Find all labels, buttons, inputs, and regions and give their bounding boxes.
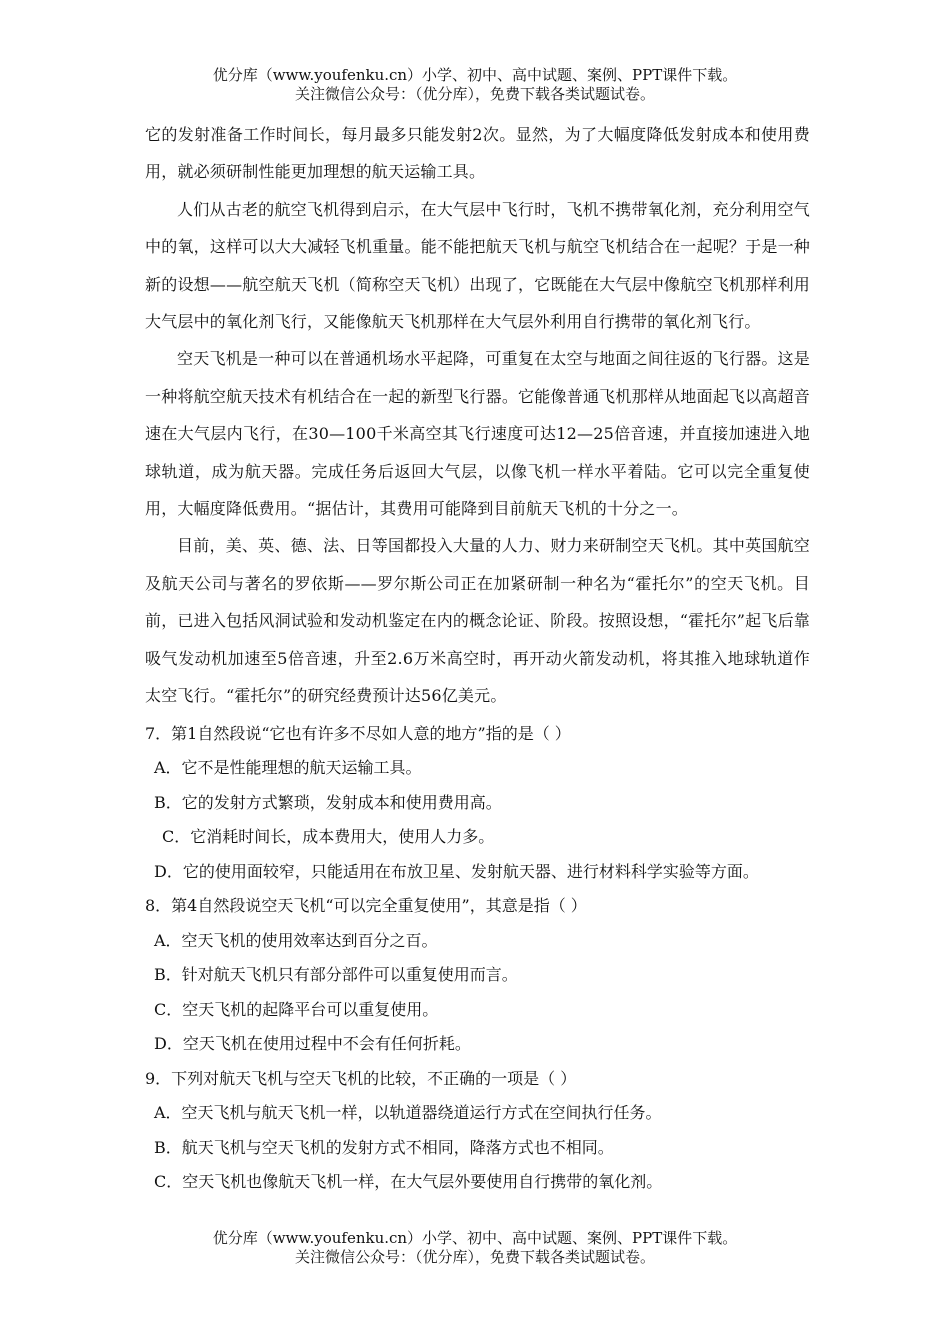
header-line-2: 关注微信公众号：（优分库），免费下载各类试题试卷。 xyxy=(294,85,655,103)
footer-line-1: 优分库（www.youfenku.cn）小学、初中、高中试题、案例、PPT课件下载。 xyxy=(212,1229,738,1247)
page-footer xyxy=(0,1229,950,1267)
question-7-option-a: A．它不是性能理想的航天运输工具。 xyxy=(154,758,422,777)
passage-paragraph: 人们从古老的航空飞机得到启示，在大气层中飞行时，飞机不携带氧化剂，充分利用空气中的氧，这样可以大大减轻飞机重量。能不能把航天飞机与航空飞机结合在一起呢？于是一种新的设想——航空航天飞机（简称空天飞机）出现了，它既能在大气层中像航空飞机那样利用大气层中的氧化剂飞行，又能像航天飞机那样在大气层外利用自行携带的氧化剂飞行。 xyxy=(145,199,810,332)
page-header xyxy=(0,66,950,104)
question-7-option-b: B．它的发射方式繁琐，发射成本和使用费用高。 xyxy=(154,792,502,812)
footer-line-2: 关注微信公众号：（优分库），免费下载各类试题试卷。 xyxy=(294,1248,655,1266)
question-9-option-b: B．航天飞机与空天飞机的发射方式不相同，降落方式也不相同。 xyxy=(154,1137,614,1157)
question-9-stem: 9．下列对航天飞机与空天飞机的比较，不正确的一项是（ ） xyxy=(145,1068,577,1088)
question-9-option-c: C．空天飞机也像航天飞机一样，在大气层外要使用自行携带的氧化剂。 xyxy=(154,1172,663,1191)
question-7-stem: 7．第1自然段说“它也有许多不尽如人意的地方”指的是（ ） xyxy=(145,723,571,743)
question-8-option-a: A．空天飞机的使用效率达到百分之百。 xyxy=(154,930,438,950)
question-8-option-b: B．针对航天飞机只有部分部件可以重复使用而言。 xyxy=(154,965,518,984)
question-8-option-c: C．空天飞机的起降平台可以重复使用。 xyxy=(154,999,439,1019)
question-7-option-d: D．它的使用面较窄，只能适用在布放卫星、发射航天器、进行材料科学实验等方面。 xyxy=(154,861,759,881)
passage-paragraph: 空天飞机是一种可以在普通机场水平起降，可重复在太空与地面之间往返的飞行器。这是一种将航空航天技术有机结合在一起的新型飞行器。它能像普通飞机那样从地面起飞以高超音速在大气层内飞行，在30—100千米高空其飞行速度可达12—25倍音速，并直接加速进入地球轨道，成为航天器。完成任务后返回大气层，以像飞机一样水平着陆。它可以完全重复使用，大幅度降低费用。“据估计，其费用可能降到目前航天飞机的十分之一。 xyxy=(145,349,810,519)
question-list xyxy=(145,717,810,1200)
question-8-stem: 8．第4自然段说空天飞机“可以完全重复使用”，其意是指（ ） xyxy=(145,896,587,915)
question-8-option-d: D．空天飞机在使用过程中不会有任何折耗。 xyxy=(154,1034,471,1053)
question-9-option-a: A．空天飞机与航天飞机一样，以轨道器绕道运行方式在空间执行任务。 xyxy=(154,1103,662,1122)
document-body xyxy=(145,116,810,1200)
question-7-option-c: C．它消耗时间长，成本费用大，使用人力多。 xyxy=(162,827,495,846)
passage-paragraph: 目前，美、英、德、法、日等国都投入大量的人力、财力来研制空天飞机。其中英国航空及航天公司与著名的罗依斯——罗尔斯公司正在加紧研制一种名为“霍托尔”的空天飞机。目前，已进入包括风洞试验和发动机鉴定在内的概念论证、阶段。按照设想，“霍托尔”起飞后靠吸气发动机加速至5倍音速，升至2.6万米高空时，再开动火箭发动机，将其推入地球轨道作太空飞行。“霍托尔”的研究经费预计达56亿美元。 xyxy=(145,536,810,706)
header-line-1: 优分库（www.youfenku.cn）小学、初中、高中试题、案例、PPT课件下载。 xyxy=(212,66,738,84)
passage-paragraph: 它的发射准备工作时间长，每月最多只能发射2次。显然，为了大幅度降低发射成本和使用费用，就必须研制性能更加理想的航天运输工具。 xyxy=(145,125,810,182)
